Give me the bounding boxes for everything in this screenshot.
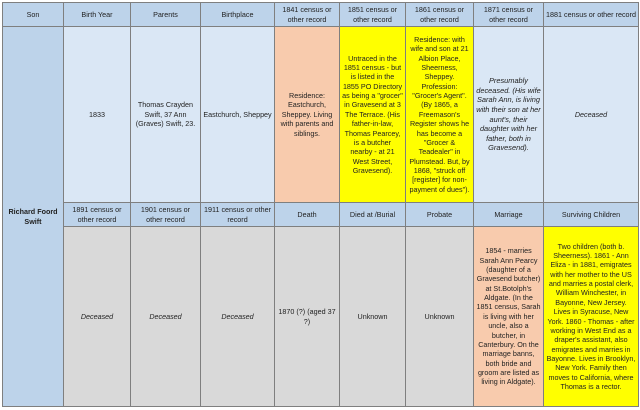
birthplace-value: Eastchurch, Sheppey	[201, 27, 275, 203]
header-marriage: Marriage	[474, 203, 544, 227]
header-1911-census: 1911 census or other record	[201, 203, 275, 227]
census-1841-value: Residence: Eastchurch, Sheppey. Living with parents and siblings.	[275, 27, 340, 203]
header-death: Death	[275, 203, 340, 227]
death-value: 1870 (?) (aged 37 ?)	[275, 227, 340, 407]
header-surviving-children: Surviving Children	[544, 203, 639, 227]
family-record-table	[2, 2, 639, 407]
header-probate: Probate	[406, 203, 474, 227]
birth-year-value: 1833	[64, 27, 131, 203]
header-birthplace: Birthplace	[201, 3, 275, 27]
header-1881-census: 1881 census or other record	[544, 3, 639, 27]
header-1901-census: 1901 census or other record	[131, 203, 201, 227]
header-1871-census: 1871 census or other record	[474, 3, 544, 27]
census-1911-value: Deceased	[201, 227, 275, 407]
parents-value: Thomas Crayden Swift, 37 Ann (Graves) Swift, 23.	[131, 27, 201, 203]
census-1881-value: Deceased	[544, 27, 639, 203]
header-son: Son	[3, 3, 64, 27]
header-birth-year: Birth Year	[64, 3, 131, 27]
census-1851-value: Untraced in the 1851 census - but is listed in the 1855 PO Directory as being a "grocer" in Gravesend at 3 The Terrace. (His father-in-law, Thomas Pearcey, is a butcher nearby - at 21 West Street, Gravesend).	[340, 27, 406, 203]
census-1861-value: Residence: with wife and son at 21 Albion Place, Sheerness, Sheppey. Profession: "Grocer's Agent". (By 1865, a Freemason's Register shows he has become a "Grocer & Teadealer" in Plumstead. But, by 1868, "struck off [register] for non-payment of dues").	[406, 27, 474, 203]
census-1871-value: Presumably deceased. (His wife Sarah Ann, is living with their son at her aunt's, their daughter with her father, both in Gravesend).	[474, 27, 544, 203]
header-1841-census: 1841 census or other record	[275, 3, 340, 27]
son-name: Richard Foord Swift	[3, 27, 64, 407]
census-1891-value: Deceased	[64, 227, 131, 407]
census-1901-value: Deceased	[131, 227, 201, 407]
burial-value: Unknown	[340, 227, 406, 407]
header-1891-census: 1891 census or other record	[64, 203, 131, 227]
marriage-value: 1854 - marries Sarah Ann Pearcy (daughter of a Gravesend butcher) at St.Botolph's Aldgate. (In the 1851 census, Sarah is living with her uncle, also a butcher, in Canterbury. On the marriage banns, both bride and groom are listed as living in Aldgate).	[474, 227, 544, 407]
surviving-children-value: Two children (both b. Sheerness). 1861 - Ann Eliza - in 1881, emigrates with her mother to the US and marries a postal clerk, William Winchester, in Bayonne, New Jersey. Lives in Syracuse, New York. 1860 - Thomas - after working in West End as a draper's assistant, also emigrates and marries in Bayonne. Lives in Brooklyn, New York. Family then moves to California, where Thomas is a rector.	[544, 227, 639, 407]
header-parents: Parents	[131, 3, 201, 27]
header-burial: Died at /Burial	[340, 203, 406, 227]
header-1851-census: 1851 census or other record	[340, 3, 406, 27]
probate-value: Unknown	[406, 227, 474, 407]
header-1861-census: 1861 census or other record	[406, 3, 474, 27]
